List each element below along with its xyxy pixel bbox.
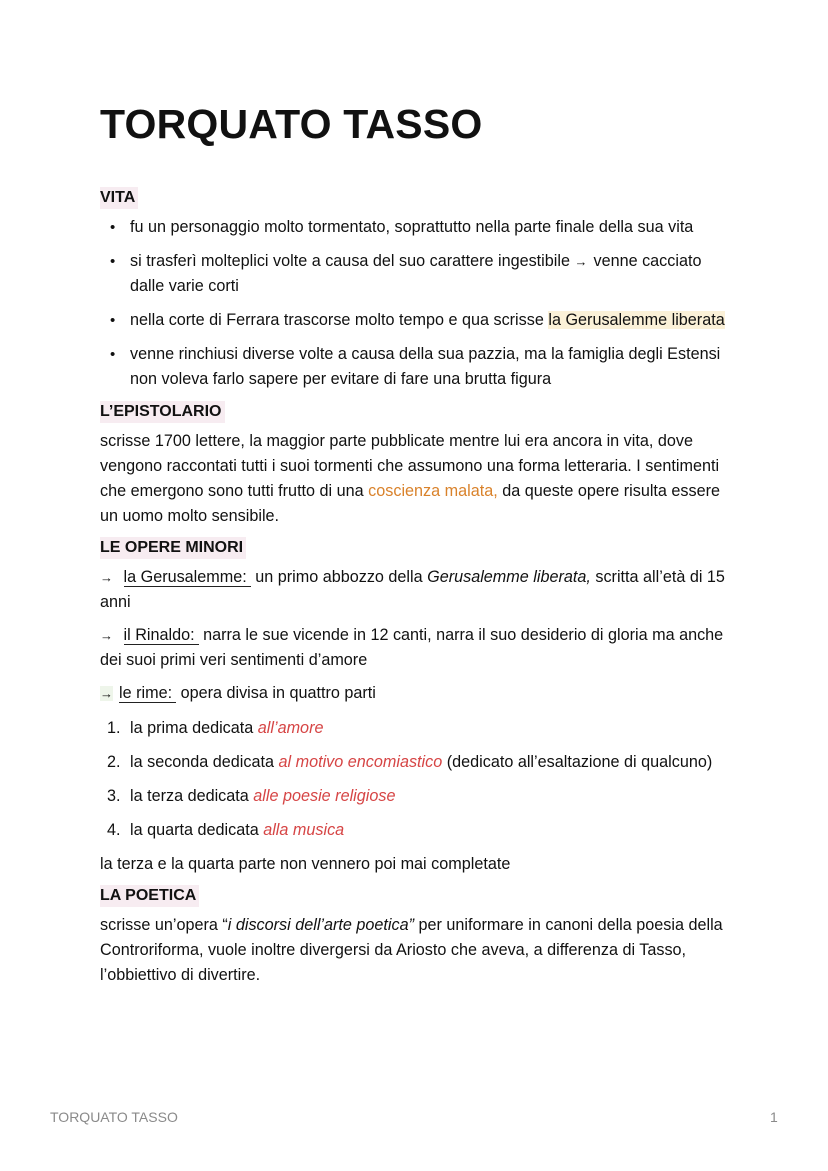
vita-item-2-before: si trasferì molteplici volte a causa del suo carattere ingestibile: [130, 252, 570, 270]
opera-gerusalemme-italic: Gerusalemme liberata,: [427, 568, 591, 586]
vita-item-4-text: venne rinchiusi diverse volte a causa della sua pazzia, ma la famiglia degli Estensi non voleva farlo sapere per evitare di fare una brutta figura: [130, 345, 721, 388]
part-text: la terza dedicata: [130, 787, 254, 805]
poetica-text-after: per uniformare in canoni della poesia della Controriforma, vuole inoltre divergersi da Ariosto che aveva, a differenza di Tasso, l’obbiettivo di divertire.: [100, 916, 723, 984]
vita-item-1-text: fu un personaggio molto tormentato, soprattutto nella parte finale della sua vita: [130, 218, 694, 236]
list-number: 4.: [107, 821, 121, 839]
document-body: [100, 181, 740, 996]
opera-rinaldo: [100, 623, 740, 673]
list-number: 1.: [107, 719, 121, 737]
rime-parts-list: [100, 716, 740, 843]
vita-item-3-before: nella corte di Ferrara trascorse molto tempo e qua scrisse: [130, 311, 549, 329]
opera-gerusalemme: [100, 565, 740, 615]
epistolario-paragraph: [100, 429, 740, 529]
section-poetica-heading-row: [100, 879, 740, 913]
part-highlight: alla musica: [263, 821, 345, 839]
poetica-paragraph: [100, 913, 740, 988]
part-highlight: alle poesie religiose: [253, 787, 396, 805]
section-epistolario-heading-row: [100, 395, 740, 429]
part-text-after: (dedicato all’esaltazione di qualcuno): [442, 753, 713, 771]
opera-gerusalemme-text-after: scritta all’età di 15 anni: [100, 568, 725, 611]
section-vita-heading-row: [100, 181, 740, 215]
list-number: 2.: [107, 753, 121, 771]
arrow-right-icon: →: [100, 686, 113, 701]
vita-list: [100, 215, 740, 392]
epistolario-text-after: da queste opere risulta essere un uomo molto sensibile.: [100, 482, 721, 525]
opera-rime-text: opera divisa in quattro parti: [176, 684, 376, 702]
list-number: 3.: [107, 787, 121, 805]
list-item: [100, 215, 740, 240]
poetica-italic: i discorsi dell’arte poetica”: [227, 916, 415, 934]
opera-rime: [100, 681, 740, 706]
section-heading-opere-minori: LE OPERE MINORI: [100, 537, 246, 559]
vita-item-2-after: venne cacciato dalle varie corti: [130, 252, 702, 295]
section-heading-vita: VITA: [100, 187, 138, 209]
list-item: [100, 342, 740, 392]
highlight-coscienza-malata: coscienza malata,: [368, 482, 498, 500]
footer-title: TORQUATO TASSO: [50, 1109, 178, 1125]
list-item: [100, 716, 740, 741]
list-item: [100, 784, 740, 809]
section-opere-minori-heading-row: [100, 531, 740, 565]
epistolario-text-before: scrisse 1700 lettere, la maggior parte pubblicate mentre lui era ancora in vita, dove vengono raccontati tutti i suoi tormenti che assumono una forma letteraria. I sentimenti che emergono sono tutti frutto di una: [100, 432, 720, 500]
opera-rime-label: le rime:: [119, 684, 176, 703]
list-item: [100, 750, 740, 775]
list-item: [100, 818, 740, 843]
document-title: TORQUATO TASSO: [100, 101, 483, 147]
opera-gerusalemme-label: la Gerusalemme:: [124, 568, 251, 587]
poetica-text-before: scrisse un’opera “: [100, 916, 228, 934]
part-text: la prima dedicata: [130, 719, 258, 737]
list-item: [100, 249, 740, 299]
arrow-right-icon: →: [100, 570, 113, 585]
arrow-right-icon: →: [100, 628, 113, 643]
highlight-gerusalemme-liberata: la Gerusalemme liberata: [548, 311, 725, 329]
arrow-right-icon: →: [574, 254, 588, 269]
section-heading-epistolario: L’EPISTOLARIO: [100, 401, 225, 423]
part-text: la seconda dedicata: [130, 753, 279, 771]
opere-closing: la terza e la quarta parte non vennero poi mai completate: [100, 855, 511, 873]
opera-rinaldo-label: il Rinaldo:: [124, 626, 199, 645]
part-highlight: all’amore: [257, 719, 324, 737]
page-number: 1: [770, 1109, 778, 1125]
section-heading-poetica: LA POETICA: [100, 885, 199, 907]
list-item: [100, 308, 740, 333]
opera-gerusalemme-text: un primo abbozzo della: [250, 568, 428, 586]
opera-rinaldo-text: narra le sue vicende in 12 canti, narra il suo desiderio di gloria ma anche dei suoi primi veri sentimenti d’amore: [100, 626, 724, 669]
part-highlight: al motivo encomiastico: [278, 753, 443, 771]
part-text: la quarta dedicata: [130, 821, 264, 839]
